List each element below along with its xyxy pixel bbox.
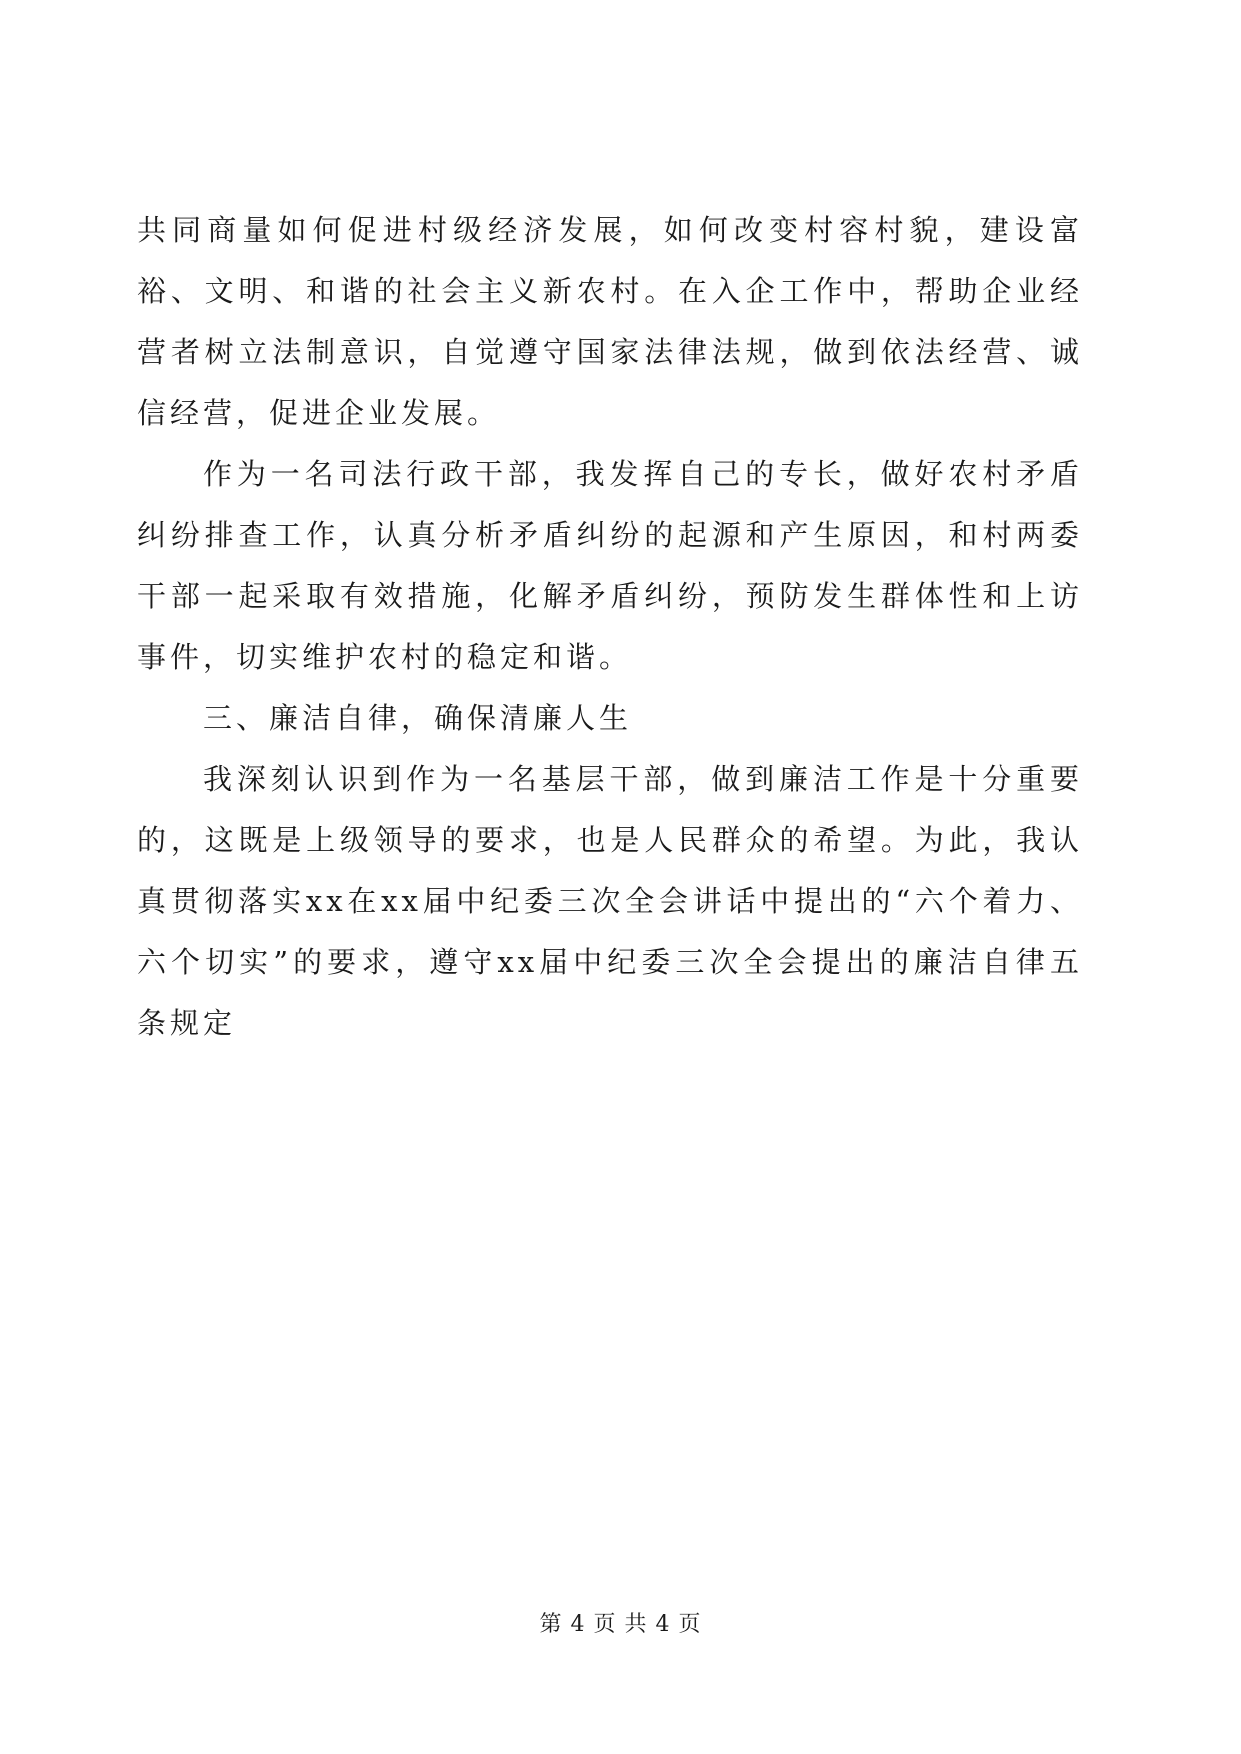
document-body [137, 200, 1083, 1054]
section-heading: 三、廉洁自律，确保清廉人生 [203, 701, 633, 735]
paragraph-3: 我深刻认识到作为一名基层干部，做到廉洁工作是十分重要的，这既是上级领导的要求，也是人民群众的希望。为此，我认真贯彻落实xx在xx届中纪委三次全会讲话中提出的“六个着力、六个切实”的要求，遵守xx届中纪委三次全会提出的廉洁自律五条规定 [137, 762, 1083, 1040]
paragraph-2: 作为一名司法行政干部，我发挥自己的专长，做好农村矛盾纠纷排查工作，认真分析矛盾纠纷的起源和产生原因，和村两委干部一起采取有效措施，化解矛盾纠纷，预防发生群体性和上访事件，切实维护农村的稳定和谐。 [137, 457, 1083, 674]
page-number-footer: 第 4 页 共 4 页 [539, 1612, 702, 1637]
paragraph-1: 共同商量如何促进村级经济发展，如何改变村容村貌，建设富裕、文明、和谐的社会主义新农村。在入企工作中，帮助企业经营者树立法制意识，自觉遵守国家法律法规，做到依法经营、诚信经营，促进企业发展。 [137, 213, 1083, 430]
